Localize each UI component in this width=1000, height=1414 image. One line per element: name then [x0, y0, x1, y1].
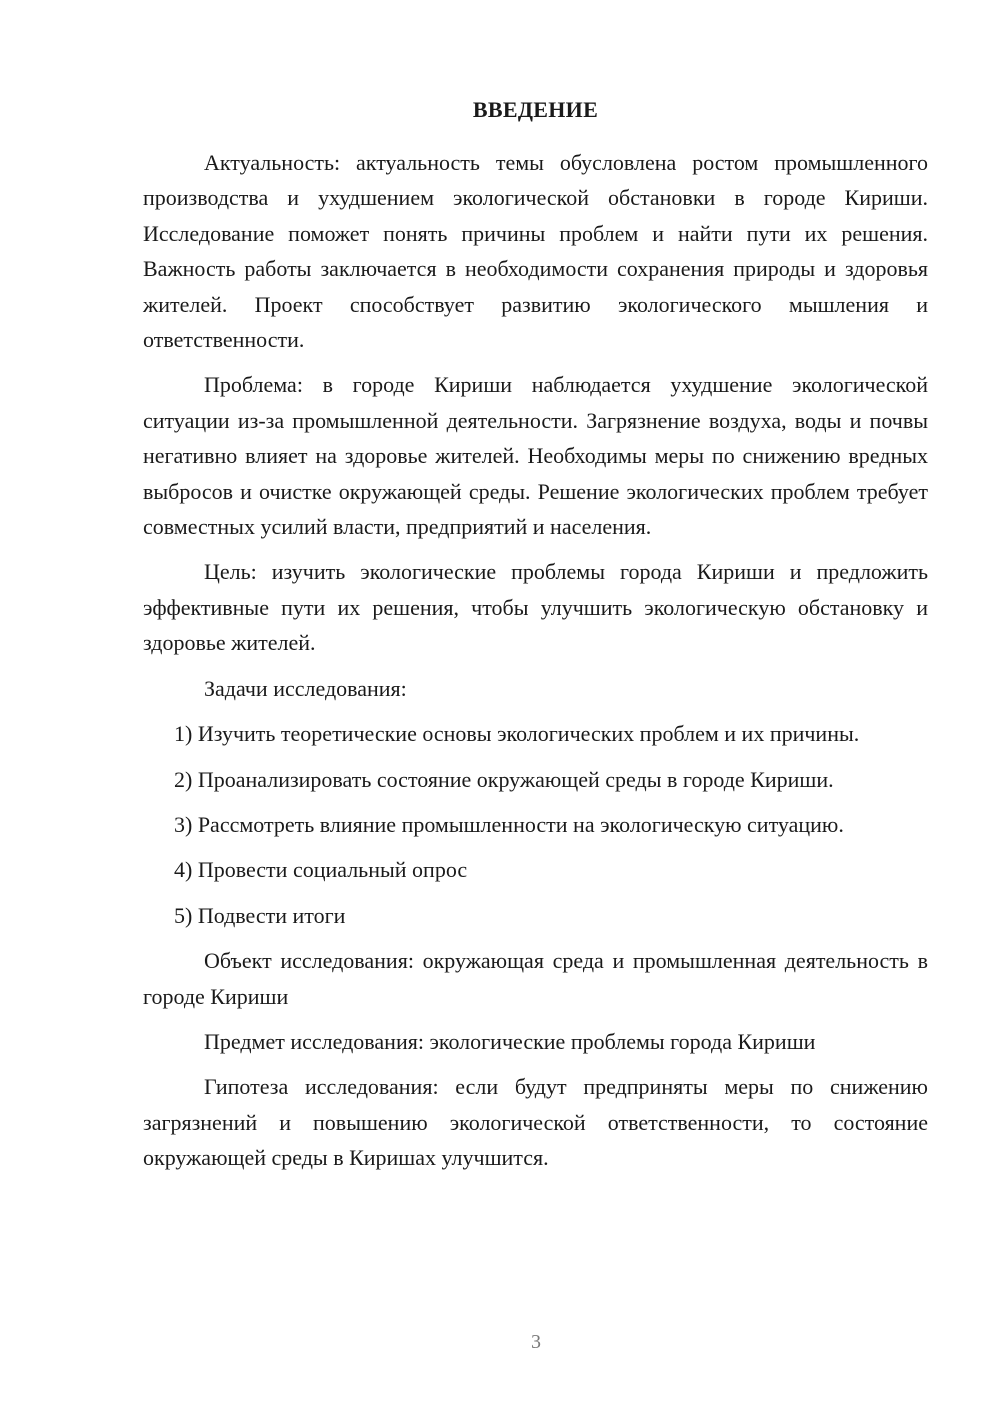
paragraph-goal: Цель: изучить экологические проблемы города Кириши и предложить эффективные пути их решения, чтобы улучшить экологическую обстановку и здоровье жителей.	[143, 559, 928, 656]
document-page	[143, 92, 928, 1186]
task-item-3: 3) Рассмотреть влияние промышленности на экологическую ситуацию.	[174, 811, 844, 837]
page-number: 3	[531, 1331, 541, 1353]
paragraph-hypothesis: Гипотеза исследования: если будут предприняты меры по снижению загрязнений и повышению экологической ответственности, то состояние окружающей среды в Киришах улучшится.	[143, 1074, 928, 1171]
task-item-2: 2) Проанализировать состояние окружающей среды в городе Кириши.	[174, 766, 834, 792]
paragraph-object: Объект исследования: окружающая среда и промышленная деятельность в городе Кириши	[143, 948, 928, 1009]
task-item-5: 5) Подвести итоги	[174, 902, 346, 928]
tasks-title: Задачи исследования:	[204, 675, 407, 701]
page-title: ВВЕДЕНИЕ	[472, 97, 599, 122]
paragraph-relevance: Актуальность: актуальность темы обусловлена ростом промышленного производства и ухудшением экологической обстановки в городе Кириши. Исследование поможет понять причины проблем и найти пути их решения. Важность работы заключается в необходимости сохранения природы и здоровья жителей. Проект способствует развитию экологического мышления и ответственности.	[143, 150, 928, 353]
task-item-4: 4) Провести социальный опрос	[174, 857, 468, 883]
paragraph-problem: Проблема: в городе Кириши наблюдается ухудшение экологической ситуации из-за промышленной деятельности. Загрязнение воздуха, воды и почвы негативно влияет на здоровье жителей. Необходимы меры по снижению вредных выбросов и очистке окружающей среды. Решение экологических проблем требует совместных усилий власти, предприятий и населения.	[143, 372, 928, 540]
paragraph-subject: Предмет исследования: экологические проблемы города Кириши	[204, 1028, 816, 1054]
task-item-1: 1) Изучить теоретические основы экологических проблем и их причины.	[174, 721, 860, 747]
